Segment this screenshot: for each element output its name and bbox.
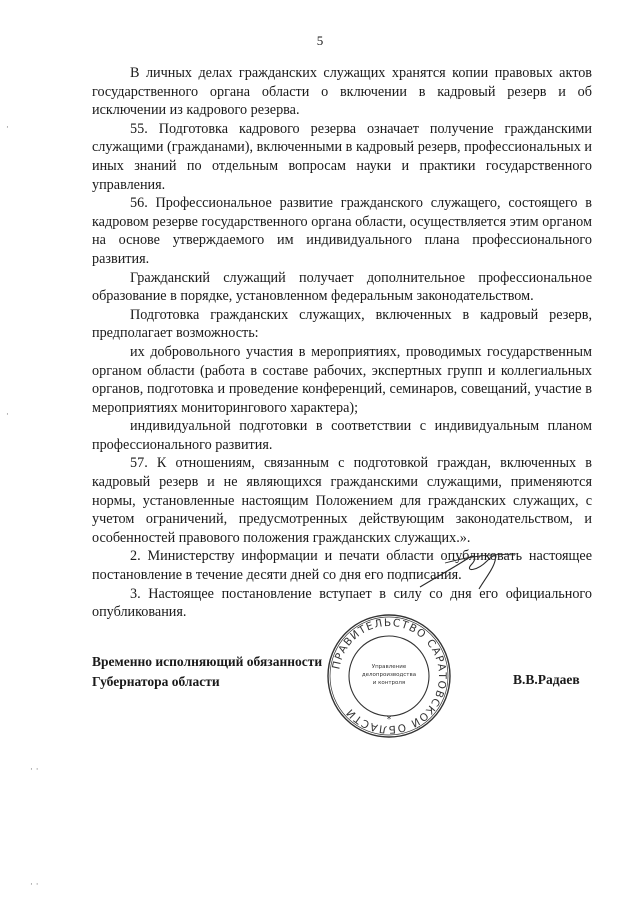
paragraph-item-2: 2. Министерству информации и печати области опубликовать настоящее постановление в течение десяти дней со дня его подписания. (92, 548, 592, 584)
signatory-position-line2: Губернатора области (92, 674, 220, 689)
paragraph-training-possibility: Подготовка гражданских служащих, включенных в кадровый резерв, предполагает возможность: (92, 306, 592, 342)
page-number: 5 (316, 33, 324, 48)
paragraph-personal-files: В личных делах гражданских служащих хранятся копии правовых актов государственного органа области о включении в кадровый резерв и об исключении из кадрового резерва. (92, 65, 592, 119)
margin-mark: · · (30, 880, 39, 890)
margin-mark: · (6, 123, 9, 133)
paragraph-item-3: 3. Настоящее постановление вступает в силу со дня его официального опубликования. (92, 585, 592, 621)
signatory-name: В.В.Радаев (513, 672, 580, 687)
document-body (92, 64, 592, 622)
svg-text:Управление: Управление (371, 664, 407, 670)
paragraph-individual-training: индивидуальной подготовки в соответствии с индивидуальным планом профессионального развития. (92, 418, 592, 453)
paragraph-voluntary-participation: их добровольного участия в мероприятиях, проводимых государственным органом области (работа в составе рабочих, экспертных групп и коллегиальных органов, подготовка и проведение конференций, семинаров, совещаний, участие в мероприятиях мониторингового характера); (92, 343, 592, 416)
svg-text:ПРАВИТЕЛЬСТВО САРАТОВСКОЙ ОБЛА: ПРАВИТЕЛЬСТВО САРАТОВСКОЙ ОБЛАСТИ (330, 616, 449, 736)
paragraph-55: 55. Подготовка кадрового резерва означает получение гражданскими служащими (гражданами), включенными в кадровый резерв, профессиональных и иных знаний по отдельным вопросам науки и практики государственного управления. (92, 120, 592, 193)
signatory-position (92, 652, 322, 692)
paragraph-57: 57. К отношениям, связанным с подготовкой граждан, включенных в кадровый резерв и не являющихся гражданскими служащими, применяются нормы, установленные настоящим Положением для гражданских служащих, с учетом ограничений, предусмотренных действующим законодательством, и особенностей правового положения гражданских служащих.». (92, 455, 592, 546)
svg-text:и контроля: и контроля (372, 680, 406, 686)
margin-mark: · (6, 410, 9, 420)
signatory-position-line1: Временно исполняющий обязанности (92, 654, 323, 669)
paragraph-additional-education: Гражданский служащий получает дополнительное профессиональное образование в порядке, установленном федеральным законодательством. (92, 269, 592, 305)
handwritten-signature (415, 545, 525, 595)
margin-mark: · · (30, 765, 39, 775)
official-seal-icon (325, 612, 453, 740)
svg-text:*: * (386, 715, 392, 725)
paragraph-56: 56. Профессиональное развитие гражданского служащего, состоящего в кадровом резерве государственного органа области, осуществляется этим органом на основе утверждаемого им индивидуального плана профессионального развития. (92, 195, 592, 267)
svg-text:делопроизводства: делопроизводства (361, 672, 417, 678)
